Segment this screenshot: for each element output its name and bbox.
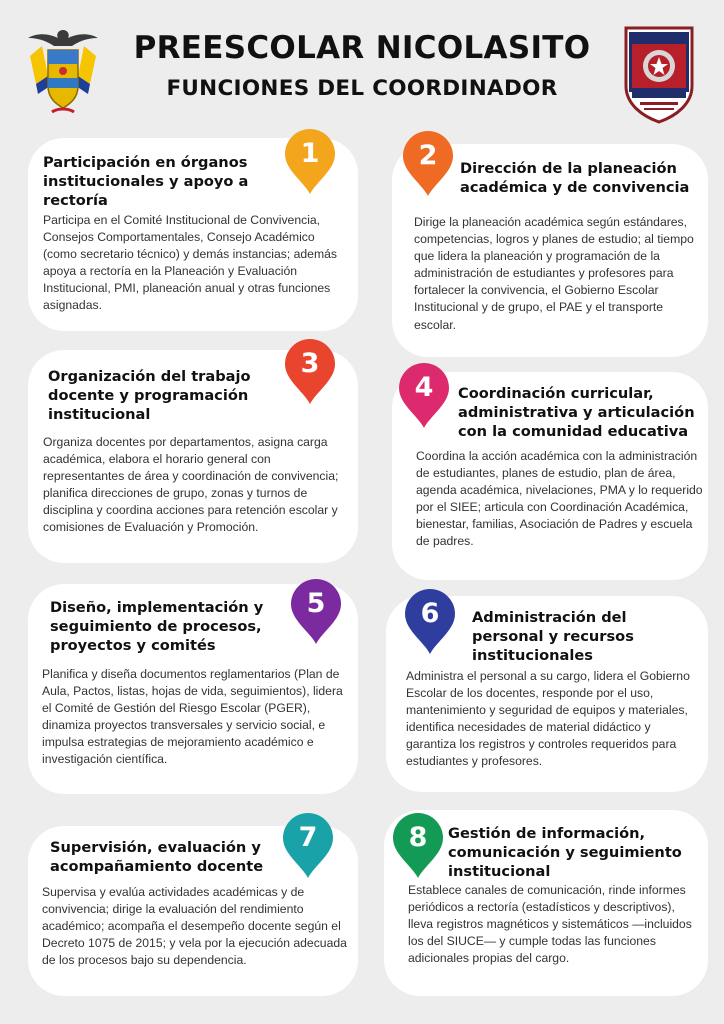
badge-number: 8: [408, 822, 428, 853]
number-badge-5: [288, 578, 344, 646]
card-title: Gestión de información, comunicación y seguimiento institucional: [448, 825, 682, 880]
card-text: Participa en el Comité Institucional de Convivencia, Consejos Comportamentales, Consejo Académico (como secretario técnico) y demás instancias; además apoya a rectoría en la Planeación y Evaluación Institucional, PMI, planeación anual y otras funciones asignadas.: [43, 213, 337, 313]
number-badge-1: [282, 128, 338, 196]
badge-number: 7: [298, 822, 318, 853]
card-text: Establece canales de comunicación, rinde informes periódicos a rectoría (estadísticos y descriptivos), lleva registros magnéticos y sistemáticos —incluidos los del SIUCE— y cumple todas las funciones adicionales propias del cargo.: [408, 883, 692, 966]
badge-number: 1: [300, 138, 320, 169]
number-badge-7: [280, 812, 336, 880]
card-text: Organiza docentes por departamentos, asigna carga académica, elabora el horario general con representantes de área y coordinación de convivencia; planifica direcciones de grupo, zonas y turnos de disciplina y coordina acciones para retención escolar y comisiones de Evaluación y Promoción.: [43, 435, 339, 535]
page-title: PREESCOLAR NICOLASITO: [133, 30, 591, 66]
badge-number: 3: [300, 348, 320, 379]
card-title: Organización del trabajo docente y programación institucional: [48, 368, 251, 423]
number-badge-3: [282, 338, 338, 406]
card-text: Dirige la planeación académica según estándares, competencias, logros y planes de estudio; al tiempo que lidera la planeación y programación de la administración de estudiantes y profesores para fortalecer la convivencia, el Gobierno Escolar Institucional y de grupo, el PAE y el transporte escolar.: [414, 215, 694, 332]
badge-number: 2: [418, 140, 438, 171]
badge-number: 4: [414, 372, 434, 403]
card-text: Administra el personal a su cargo, lidera el Gobierno Escolar de los docentes, responde por el uso, mantenimiento y seguridad de equipos y materiales, identifica necesidades de material didáctico y garantiza los registros y controles requeridos para estudiantes y profesores.: [406, 669, 690, 769]
number-badge-2: [400, 130, 456, 198]
badge-number: 5: [306, 588, 326, 619]
number-badge-6: [402, 588, 458, 656]
card-title: Diseño, implementación y seguimiento de procesos, proyectos y comités: [50, 599, 264, 654]
card-title: Administración del personal y recursos institucionales: [472, 609, 634, 664]
colombia-coat-of-arms-logo: [22, 26, 104, 116]
number-badge-8: [390, 812, 446, 880]
card-title: Supervisión, evaluación y acompañamiento docente: [50, 839, 264, 875]
card-title: Dirección de la planeación académica y de convivencia: [460, 160, 690, 196]
school-shield-logo: [620, 24, 698, 124]
badge-number: 6: [420, 598, 440, 629]
card-text: Planifica y diseña documentos reglamentarios (Plan de Aula, Pactos, listas, hojas de vida, seguimientos), lidera el Comité de Gestión del Riesgo Escolar (PGER), dinamiza proyectos transversales y servicio social, e impulsa estrategias de mejoramiento académico e investigación científica.: [42, 667, 343, 767]
number-badge-4: [396, 362, 452, 430]
card-text: Supervisa y evalúa actividades académicas y de convivencia; dirige la evaluación del rendimiento académico; acompaña el desempeño docente según el Decreto 1075 de 2015; y vela por la ejecución adecuada de los procesos bajo su dependencia.: [42, 885, 347, 968]
card-text: Coordina la acción académica con la administración de estudiantes, planes de estudio, plan de área, agenda académica, nivelaciones, PMA y lo requerido por el SIEE; articula con Coordinación Académica, bienestar, familias, Asociación de Padres y escuela de padres.: [416, 449, 703, 549]
card-title: Coordinación curricular, administrativa y articulación con la comunidad educativa: [458, 385, 695, 440]
card-title: Participación en órganos institucionales y apoyo a rectoría: [43, 154, 249, 209]
page-subtitle: FUNCIONES DEL COORDINADOR: [166, 76, 558, 101]
